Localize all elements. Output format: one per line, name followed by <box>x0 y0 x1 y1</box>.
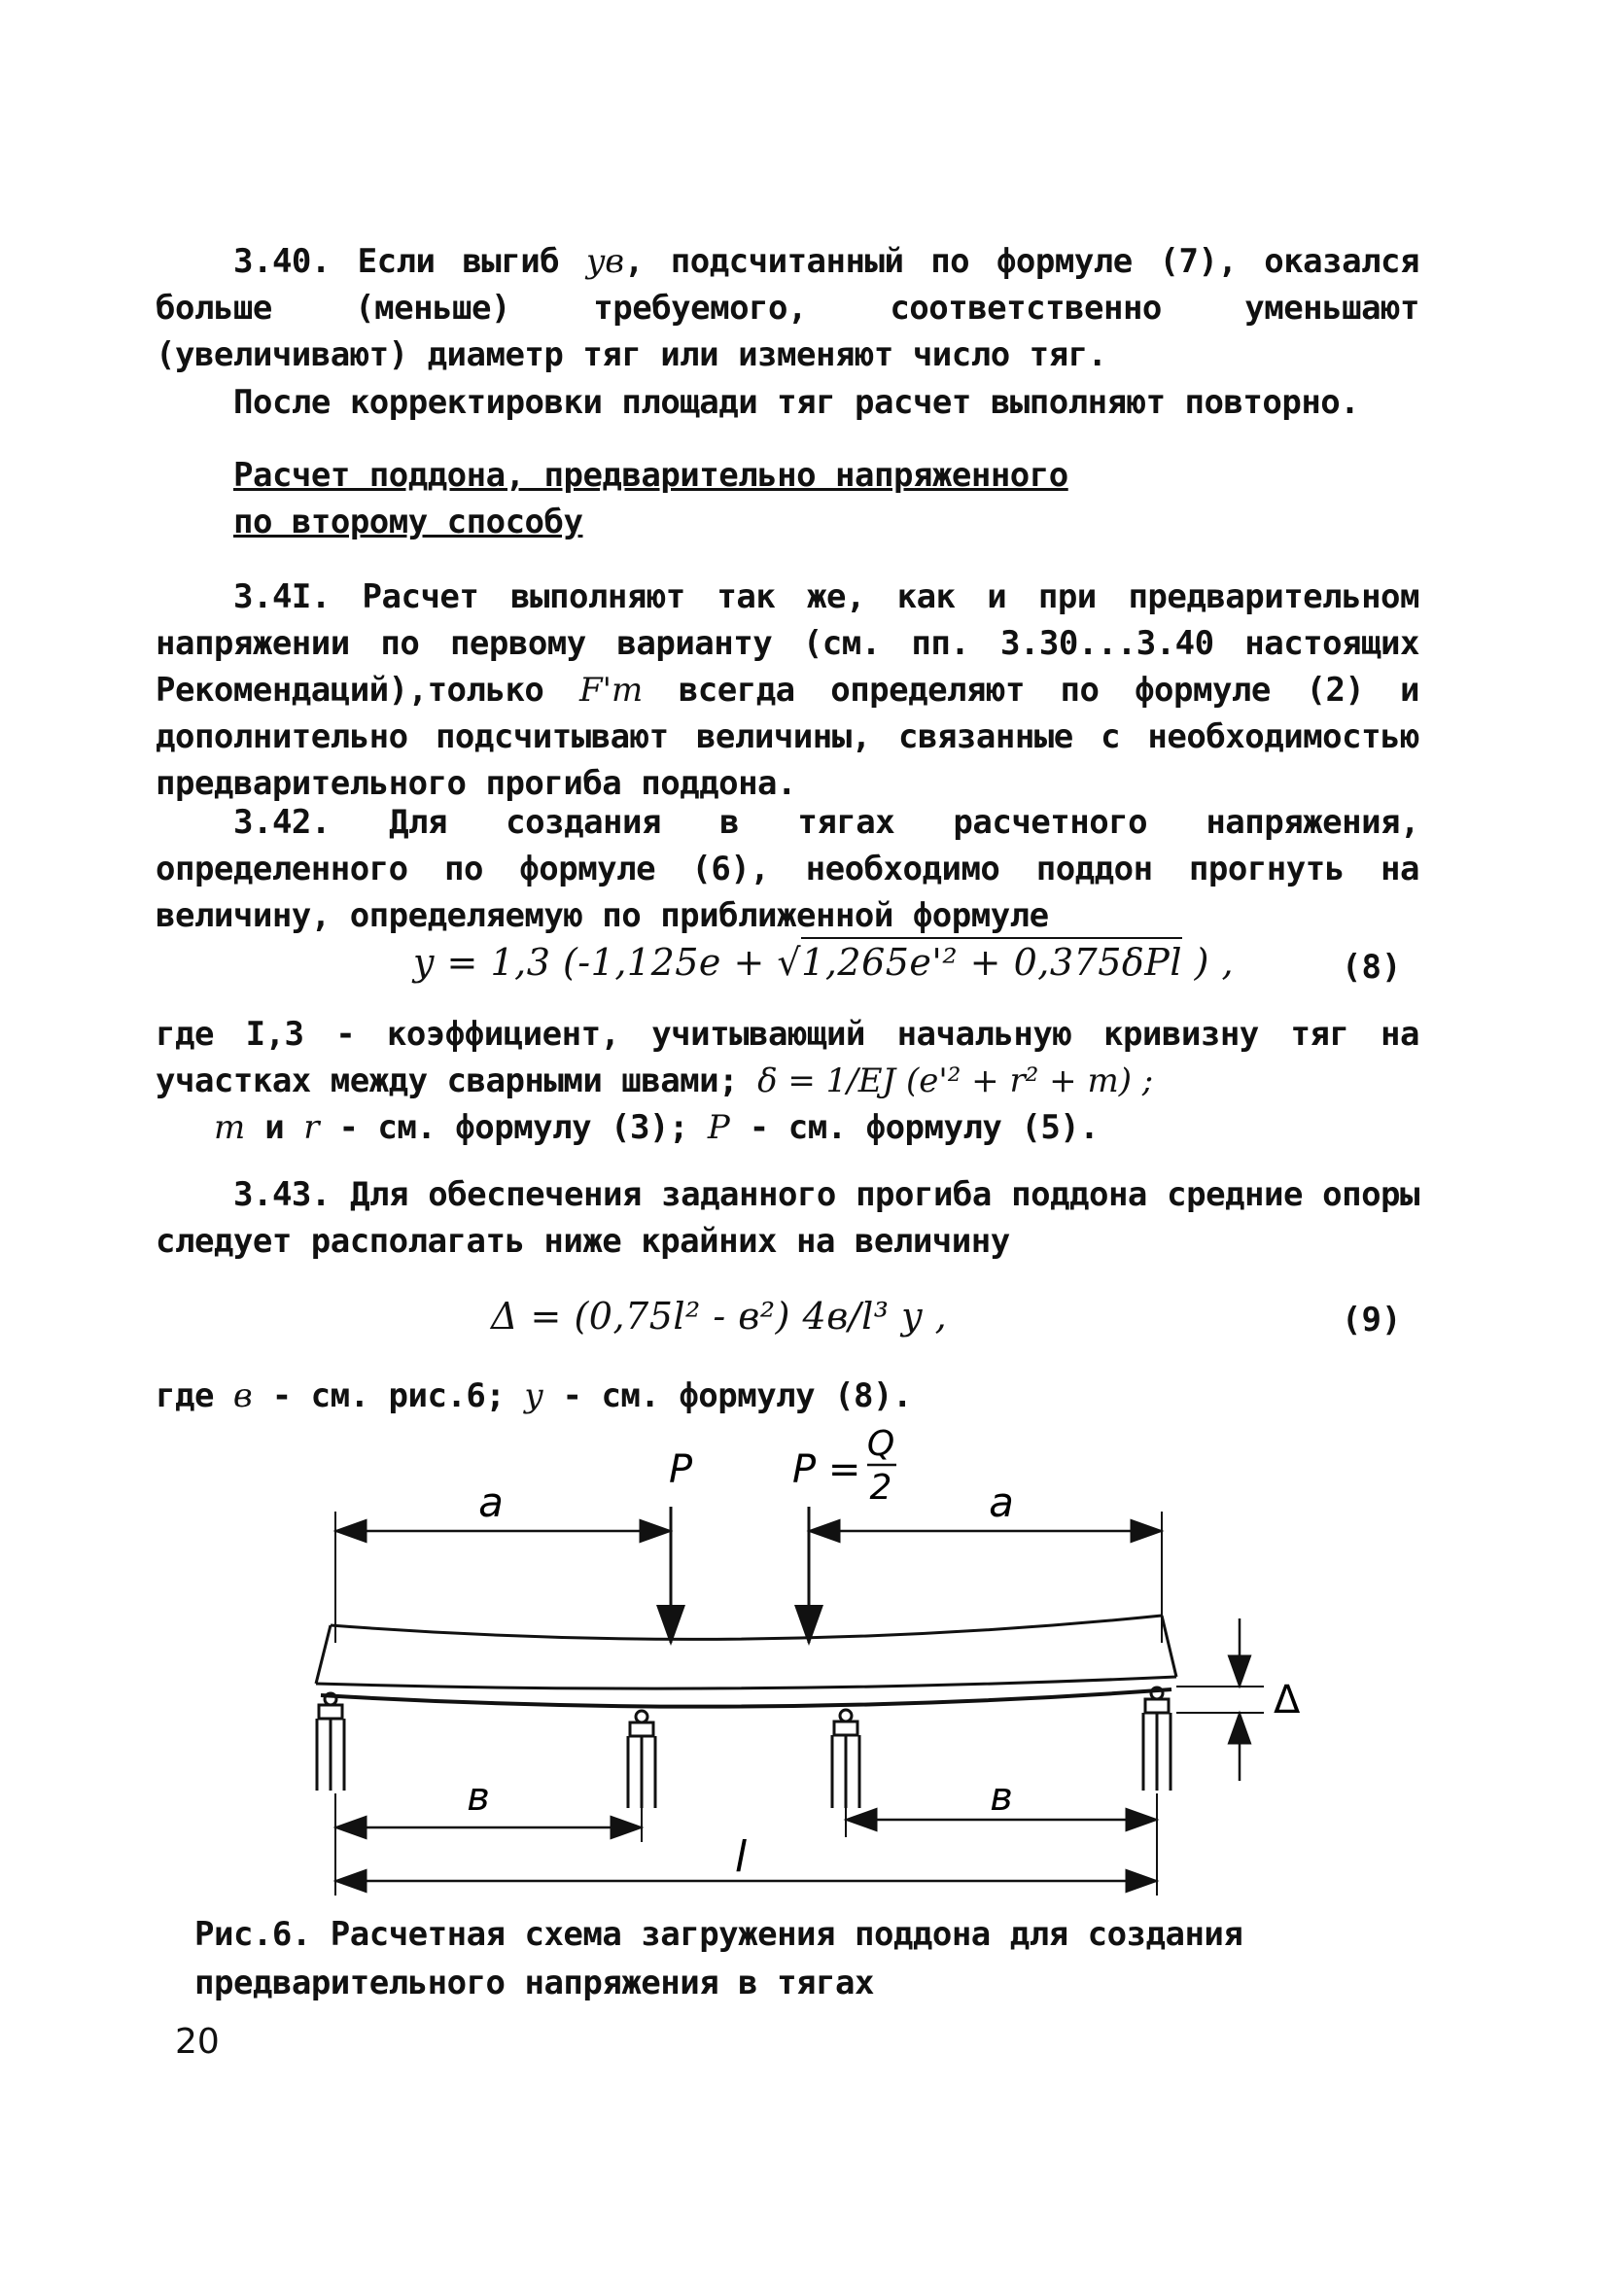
beam-top <box>331 1616 1162 1639</box>
formula-8: y = 1,3 (-1,125e + √1,265e'² + 0,375δPl ) , <box>413 941 1234 984</box>
label-2: 2 <box>869 1468 892 1508</box>
where-clause-9: где в - см. рис.6; y - см. формулу (8). <box>156 1376 912 1415</box>
paragraph-3-42: 3.42. Для создания в тягах расчетного напряжения, определенного по формуле (6), необходимо поддон прогнуть на величину, определяемую по приближенной формуле <box>156 803 1419 935</box>
var-f-t: F'т <box>579 671 644 710</box>
where-clause-8: где I,3 - коэффициент, учитывающий начальную кривизну тяг на участках между сварными швами; δ = 1/EJ (e'² + r² + m) ; m и r - см. формулу (3); P - см. формулу (5). <box>156 1015 1419 1147</box>
equation-number-9: (9) <box>1342 1301 1402 1339</box>
support-mid-left <box>628 1711 655 1808</box>
delta-formula: δ = 1/EJ (e'² + r² + m) ; <box>757 1061 1154 1100</box>
label-l: l <box>734 1832 748 1882</box>
var-y-v: yв <box>586 242 624 281</box>
paragraph-3-43: 3.43. Для обеспечения заданного прогиба поддона средние опоры следует располагать ниже крайних на величину <box>156 1175 1419 1261</box>
label-p-1: P <box>668 1447 693 1492</box>
beam-left-end <box>316 1625 331 1684</box>
label-delta: Δ <box>1274 1678 1301 1722</box>
label-a-right: a <box>989 1478 1014 1526</box>
label-b-right: в <box>990 1775 1013 1820</box>
label-b-left: в <box>467 1775 490 1820</box>
section-heading-line1: Расчет поддона, предварительно напряженного <box>233 456 1068 495</box>
paragraph-3-40: 3.40. Если выгиб yв, подсчитанный по формуле (7), оказался больше (меньше) требуемого, соответственно уменьшают (увеличивают) диаметр тяг или изменяют число тяг. <box>156 242 1419 374</box>
tie-rod <box>321 1689 1171 1707</box>
label-a-left: a <box>478 1478 504 1526</box>
section-heading-line2: по второму способу <box>233 503 583 541</box>
formula-9: Δ = (0,75l² - в²) 4в/l³ y , <box>491 1295 948 1338</box>
paragraph-3-41: 3.4I. Расчет выполняют так же, как и при предварительном напряжении по первому варианту (см. пп. 3.30...3.40 настоящих Рекомендаций),только F'т всегда определяют по формуле (2) и дополнительно подсчитывают величины, связанные с необходимостью предварительного прогиба поддона. <box>156 577 1419 803</box>
page-number: 20 <box>175 2022 220 2062</box>
support-right <box>1143 1687 1171 1791</box>
paragraph-3-40-b: После корректировки площади тяг расчет выполняют повторно. <box>233 383 1360 422</box>
equation-number-8: (8) <box>1342 948 1402 987</box>
label-q: Q <box>866 1424 895 1464</box>
label-p-2: P = <box>792 1447 861 1492</box>
support-left <box>317 1693 344 1791</box>
beam-right-end <box>1162 1616 1176 1677</box>
figure-caption: Рис.6. Расчетная схема загружения поддона для создания предварительного напряжения в тягах <box>194 1915 1243 2002</box>
support-mid-right <box>832 1710 859 1808</box>
beam-bottom <box>316 1677 1176 1688</box>
